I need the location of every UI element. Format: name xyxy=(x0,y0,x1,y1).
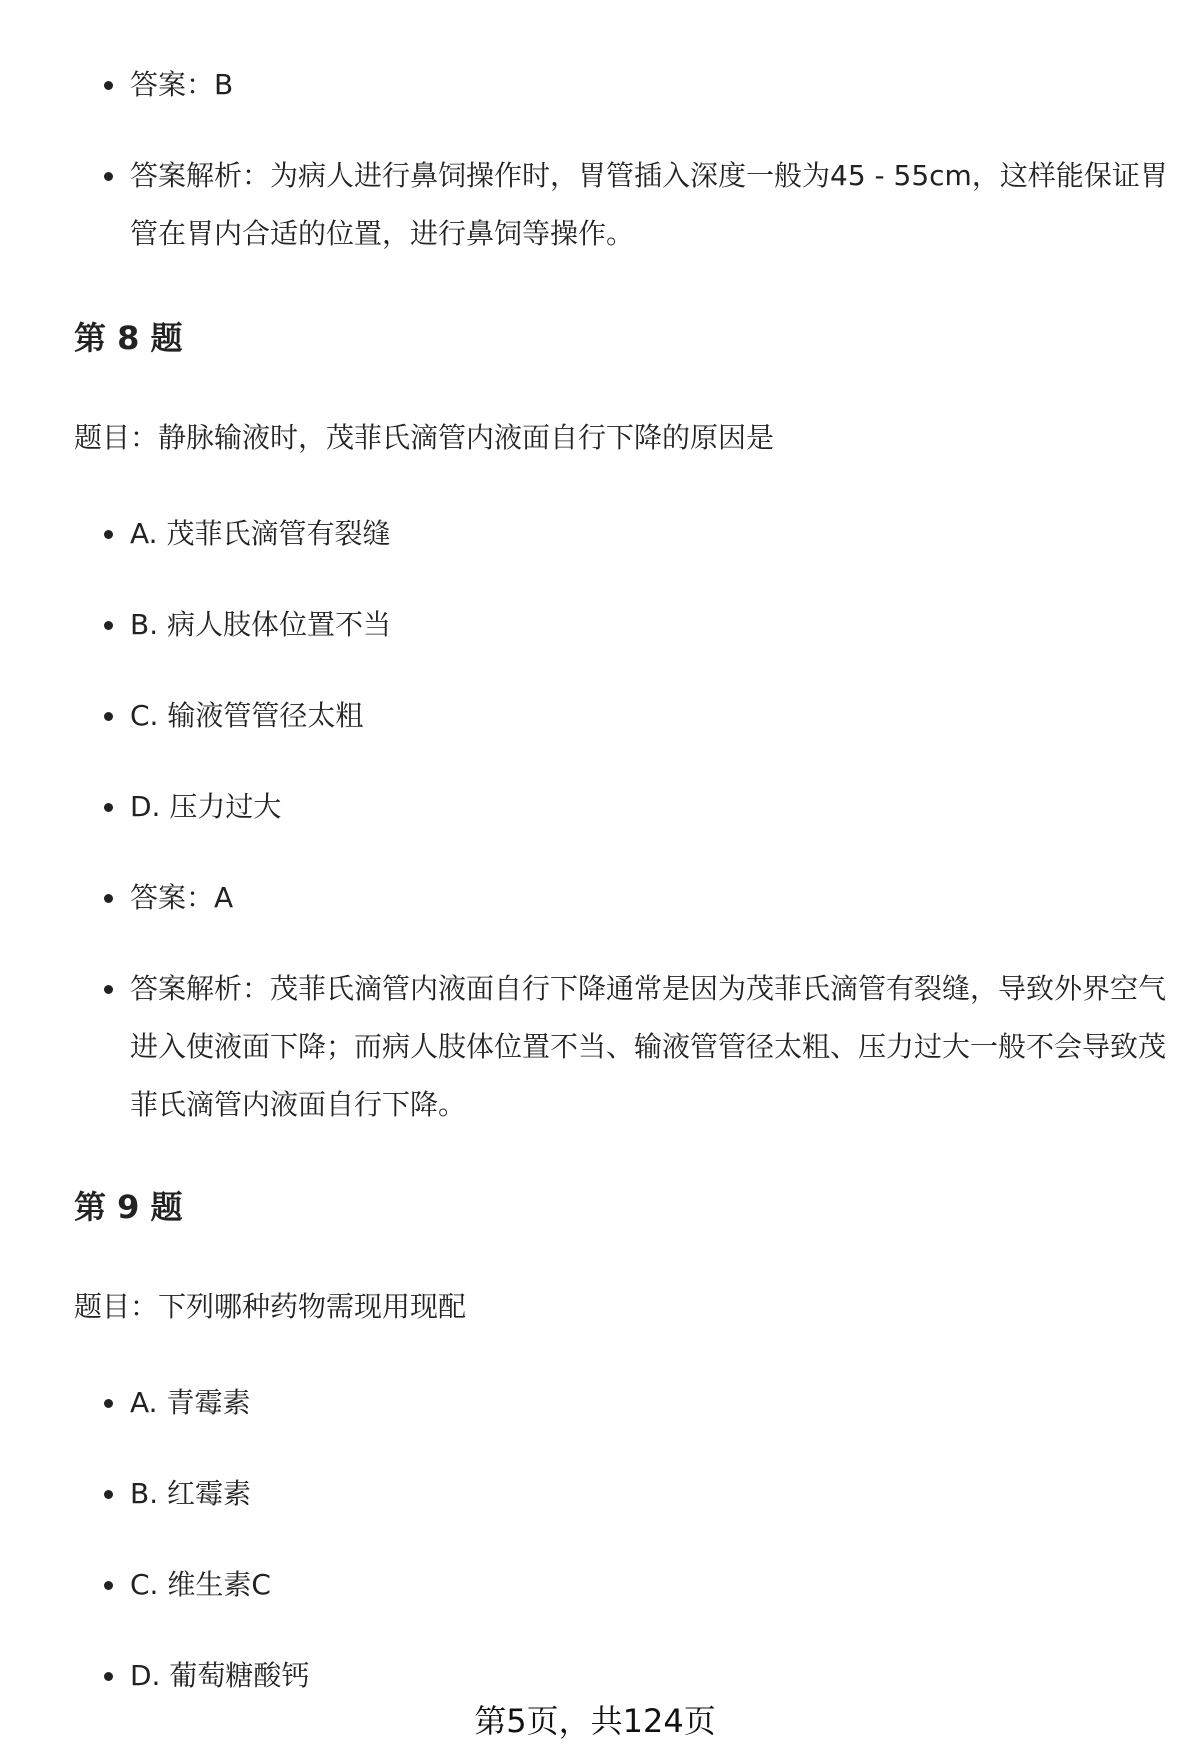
answer-explanation-text: 答案解析：茂菲氏滴管内液面自行下降通常是因为茂菲氏滴管有裂缝，导致外界空气进入使液面下降；而病人肢体位置不当、输液管管径太粗、压力过大一般不会导致茂菲氏滴管内液面自行下降。 xyxy=(130,972,1167,1121)
question-9-heading: 第 9 题 xyxy=(74,1188,183,1226)
bullet-icon xyxy=(104,803,113,812)
option-c: C. 维生素C xyxy=(130,1568,271,1601)
bullet-icon xyxy=(104,894,113,903)
option-d: D. 压力过大 xyxy=(130,790,282,823)
question-8-heading: 第 8 题 xyxy=(74,319,183,357)
question-8-text: 题目：静脉输液时，茂菲氏滴管内液面自行下降的原因是 xyxy=(74,421,775,454)
bullet-icon xyxy=(104,1581,113,1590)
bullet-icon xyxy=(104,172,113,181)
answer-text: 答案：B xyxy=(130,68,234,101)
bullet-icon xyxy=(104,530,113,539)
option-b: B. 病人肢体位置不当 xyxy=(130,608,392,641)
bullet-icon xyxy=(104,712,113,721)
option-a: A. 青霉素 xyxy=(130,1386,251,1419)
option-a: A. 茂菲氏滴管有裂缝 xyxy=(130,517,391,550)
answer-text: 答案：A xyxy=(130,881,234,914)
option-d: D. 葡萄糖酸钙 xyxy=(130,1659,310,1692)
option-b: B. 红霉素 xyxy=(130,1477,252,1510)
page-indicator: 第5页，共124页 xyxy=(474,1702,716,1740)
answer-explanation-text: 答案解析：为病人进行鼻饲操作时，胃管插入深度一般为45 - 55cm，这样能保证胃管在胃内合适的位置，进行鼻饲等操作。 xyxy=(130,159,1168,250)
option-c: C. 输液管管径太粗 xyxy=(130,699,364,732)
question-9-text: 题目：下列哪种药物需现用现配 xyxy=(74,1290,467,1323)
bullet-icon xyxy=(104,1490,113,1499)
bullet-icon xyxy=(104,621,113,630)
bullet-icon xyxy=(104,1672,113,1681)
bullet-icon xyxy=(104,985,113,994)
bullet-icon xyxy=(104,1399,113,1408)
bullet-icon xyxy=(104,81,113,90)
